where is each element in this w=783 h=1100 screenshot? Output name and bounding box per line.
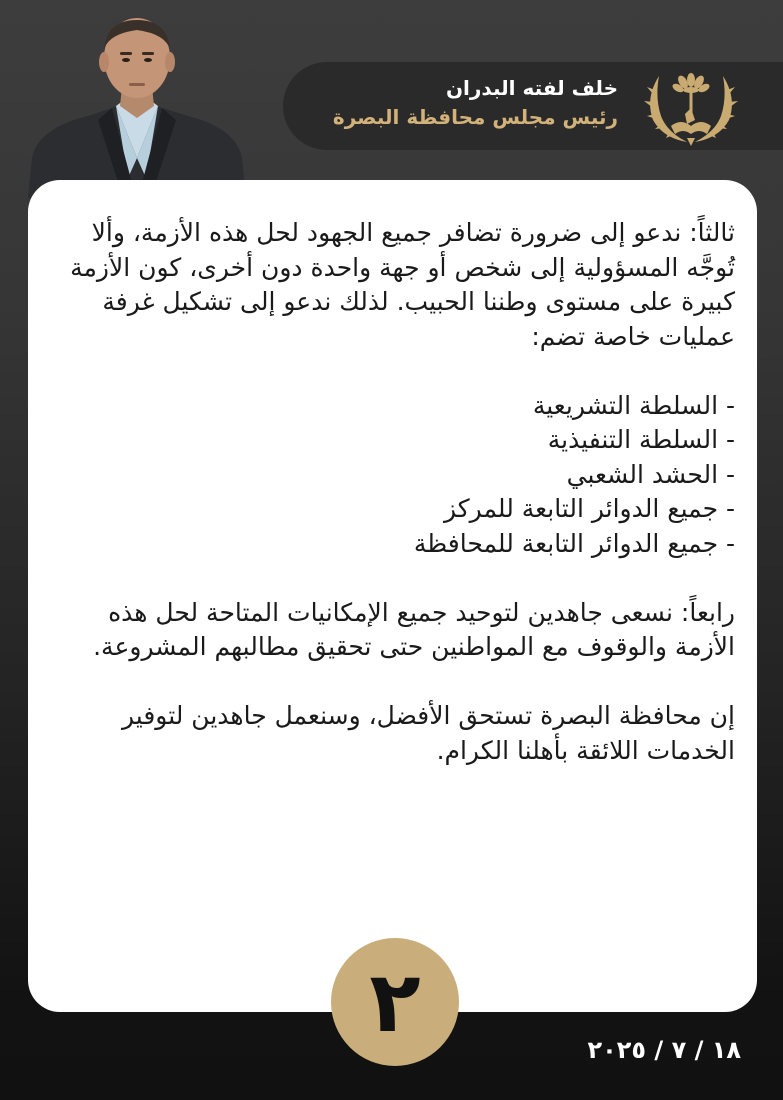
spacer	[50, 561, 735, 596]
header-banner	[283, 62, 783, 150]
basra-council-emblem-icon	[641, 68, 741, 148]
list-item: - السلطة التنفيذية	[547, 425, 735, 454]
spacer	[50, 665, 735, 700]
page-number-badge: ٢	[331, 938, 459, 1066]
list-item: - الحشد الشعبي	[566, 459, 735, 489]
statement-card	[28, 180, 757, 1012]
portrait-photo	[28, 8, 246, 198]
list-item: - جميع الدوائر التابعة للمحافظة	[413, 528, 735, 558]
closing-paragraph: إن محافظة البصرة تستحق الأفضل، وسنعمل جاهدين لتوفير الخدمات اللائقة بأهلنا الكرام.	[122, 701, 735, 765]
person-portrait-icon	[28, 8, 246, 198]
list-item: - السلطة التشريعية	[532, 390, 735, 420]
section-third-paragraph: ثالثاً: ندعو إلى ضرورة تضافر جميع الجهود لحل هذه الأزمة، وألا تُوجَّه المسؤولية إلى شخص أو جهة واحدة دون أخرى، كون الأزمة كبيرة على مستوى وطننا الحبيب. لذلك ندعو إلى تشكيل غرفة عمليات خاصة تضم:	[70, 218, 735, 351]
spacer	[50, 354, 735, 389]
section-fourth-paragraph: رابعاً: نسعى جاهدين لتوحيد جميع الإمكانيات المتاحة لحل هذه الأزمة والوقوف مع المواطنين حتى تحقيق مطالبهم المشروعة.	[93, 597, 735, 661]
statement-content	[50, 216, 735, 768]
header-text	[333, 74, 618, 132]
official-name: خلف لفته البدران	[445, 76, 618, 100]
official-title: رئيس مجلس محافظة البصرة	[332, 105, 618, 129]
publish-date: ١٨ / ٧ / ٢٠٢٥	[587, 1036, 741, 1064]
list-item: - جميع الدوائر التابعة للمركز	[443, 494, 735, 523]
